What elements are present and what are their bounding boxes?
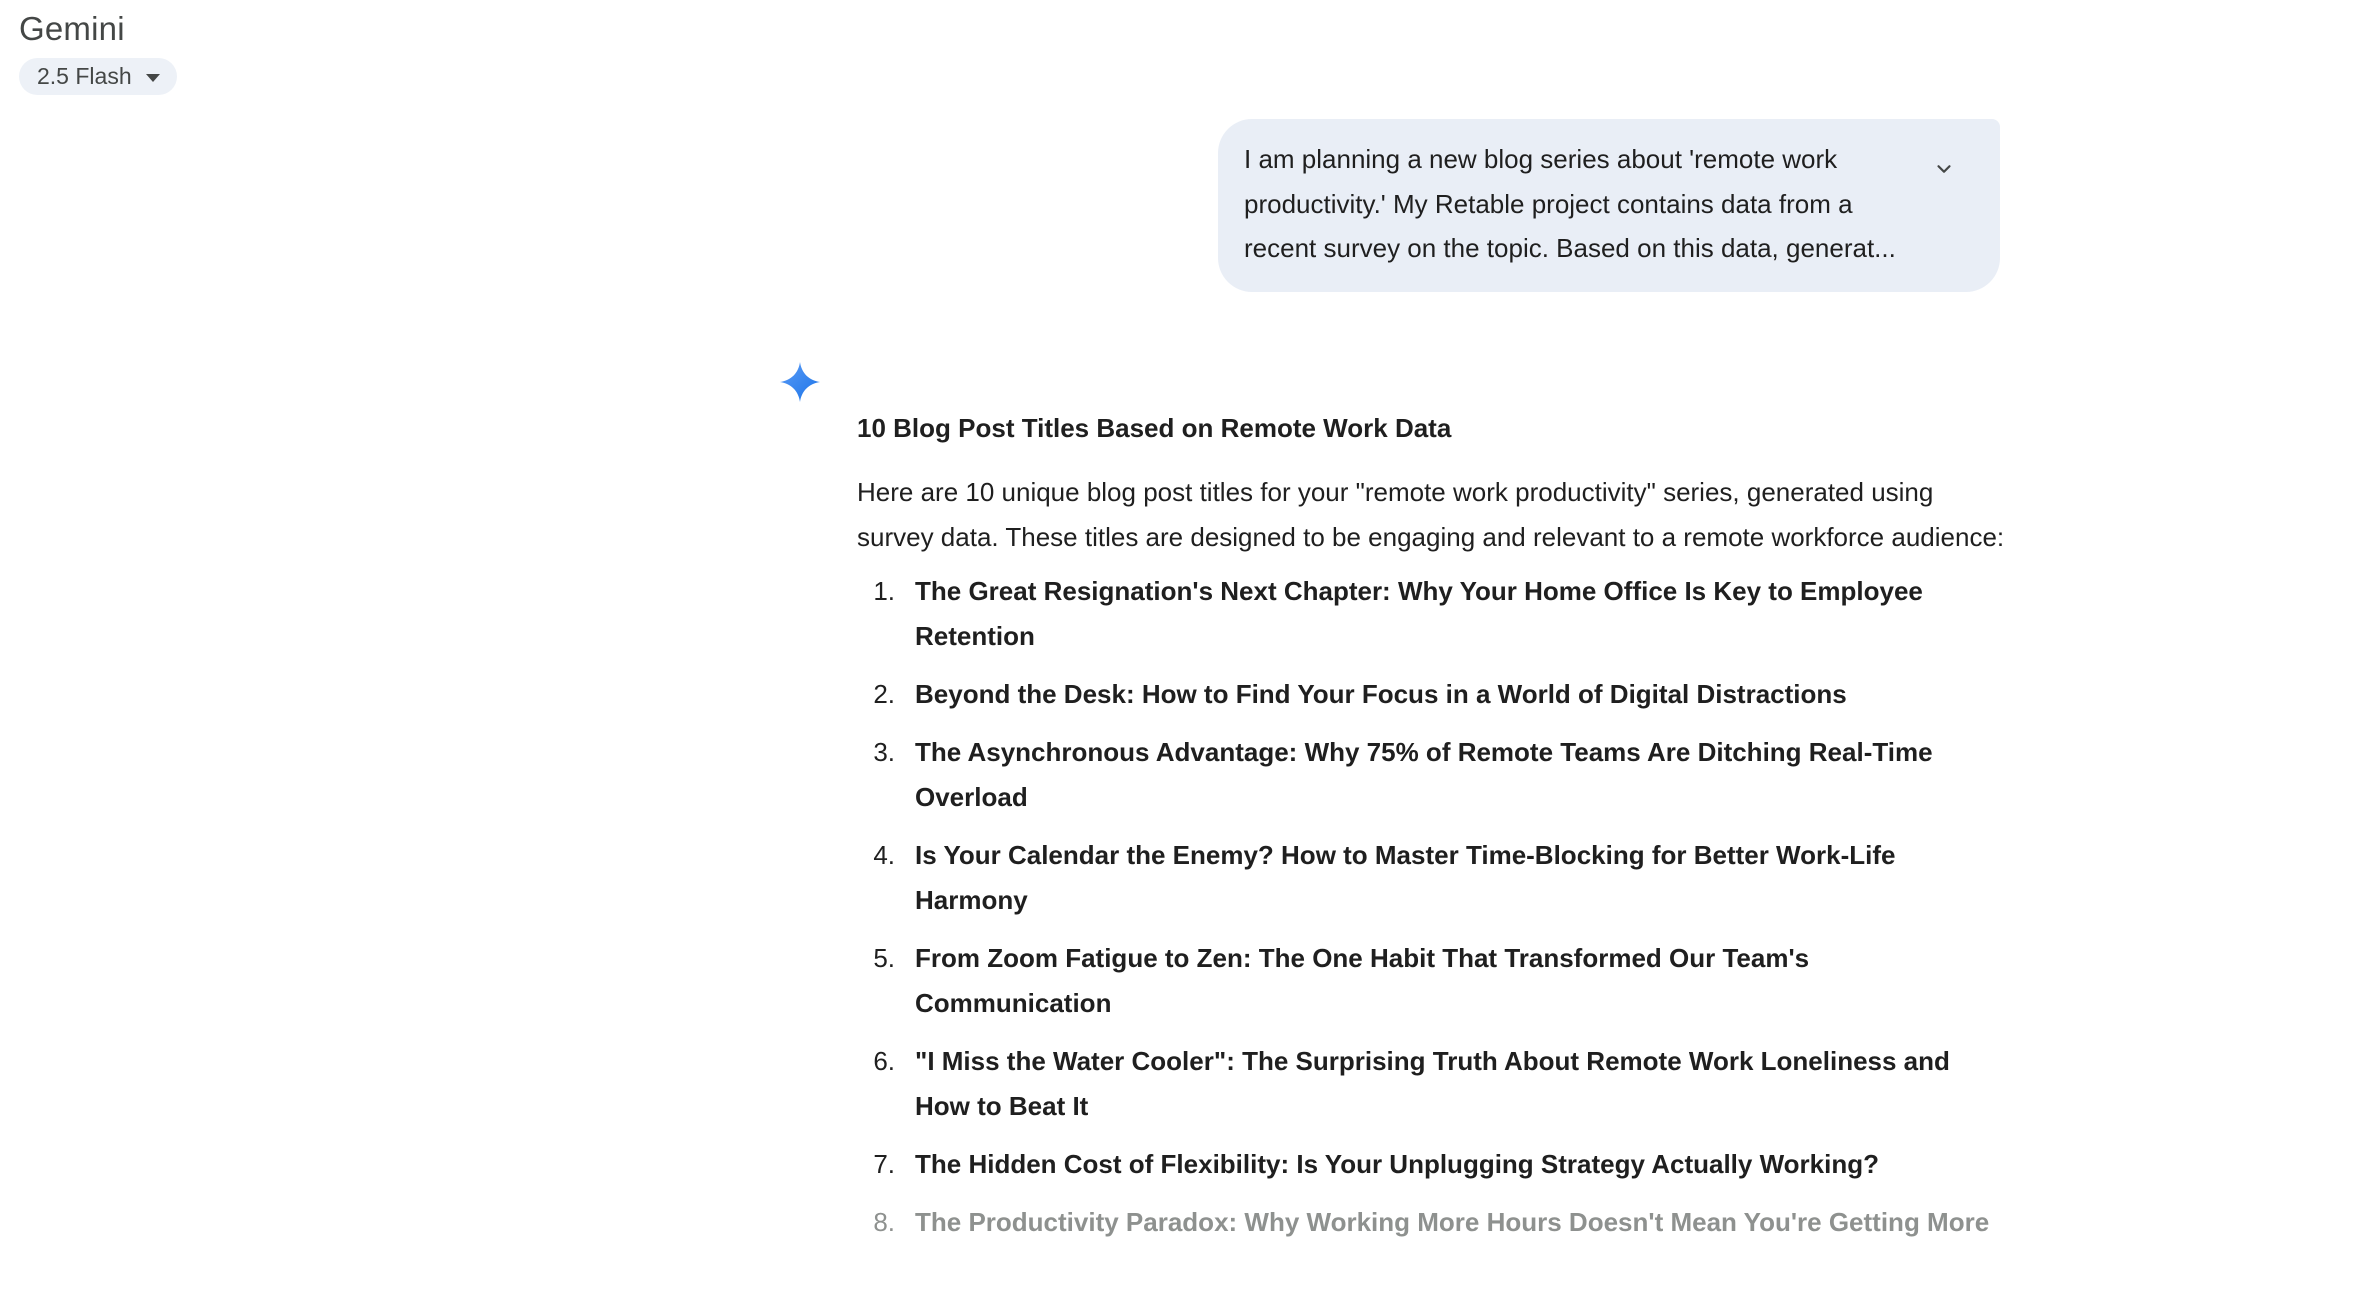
list-item (857, 569, 2007, 659)
list-item (857, 833, 2007, 923)
list-item-number: 3. (873, 737, 895, 767)
list-item-number: 4. (873, 840, 895, 870)
list-item-number: 5. (873, 943, 895, 973)
list-item-number: 7. (873, 1149, 895, 1179)
app-title: Gemini (19, 10, 125, 47)
list-item-number: 8. (873, 1207, 895, 1237)
user-prompt-text: I am planning a new blog series about 'remote work productivity.' My Retable project contains data from a recent survey on the topic. Based on this data, generat... (1244, 144, 1896, 263)
list-item (857, 1200, 2007, 1245)
response-heading: 10 Blog Post Titles Based on Remote Work Data (857, 413, 1452, 443)
list-item (857, 730, 2007, 820)
model-label: 2.5 Flash (37, 63, 132, 89)
blog-title-list (857, 569, 2007, 1245)
caret-down-icon (146, 74, 160, 82)
chevron-down-icon (1933, 158, 1955, 180)
assistant-response (857, 404, 2007, 1258)
list-item-title: The Asynchronous Advantage: Why 75% of Remote Teams Are Ditching Real-Time Overload (915, 737, 1933, 812)
list-item-title: From Zoom Fatigue to Zen: The One Habit That Transformed Our Team's Communication (915, 943, 1810, 1018)
list-item-number: 6. (873, 1046, 895, 1076)
response-intro: Here are 10 unique blog post titles for your "remote work productivity" series, generated using survey data. These titles are designed to be engaging and relevant to a remote workforce audience: (857, 477, 2005, 552)
app-header (19, 8, 177, 95)
list-item-title: "I Miss the Water Cooler": The Surprising Truth About Remote Work Loneliness and How to Beat It (915, 1046, 1950, 1121)
list-item (857, 672, 2007, 717)
list-item-title: The Productivity Paradox: Why Working More Hours Doesn't Mean You're Getting More (915, 1207, 1990, 1237)
model-picker-button[interactable] (19, 58, 177, 95)
list-item-title: Beyond the Desk: How to Find Your Focus in a World of Digital Distractions (915, 679, 1847, 709)
list-item-title: The Hidden Cost of Flexibility: Is Your Unplugging Strategy Actually Working? (915, 1149, 1879, 1179)
list-item-number: 2. (873, 679, 895, 709)
gemini-spark-icon (778, 360, 822, 404)
list-item-number: 1. (873, 576, 895, 606)
list-item-title: The Great Resignation's Next Chapter: Why Your Home Office Is Key to Employee Retention (915, 576, 1923, 651)
list-item (857, 1039, 2007, 1129)
list-item (857, 936, 2007, 1026)
expand-prompt-button[interactable] (1924, 149, 1964, 189)
list-item-title: Is Your Calendar the Enemy? How to Master Time-Blocking for Better Work-Life Harmony (915, 840, 1896, 915)
list-item (857, 1142, 2007, 1187)
user-prompt-bubble (1218, 119, 2000, 292)
